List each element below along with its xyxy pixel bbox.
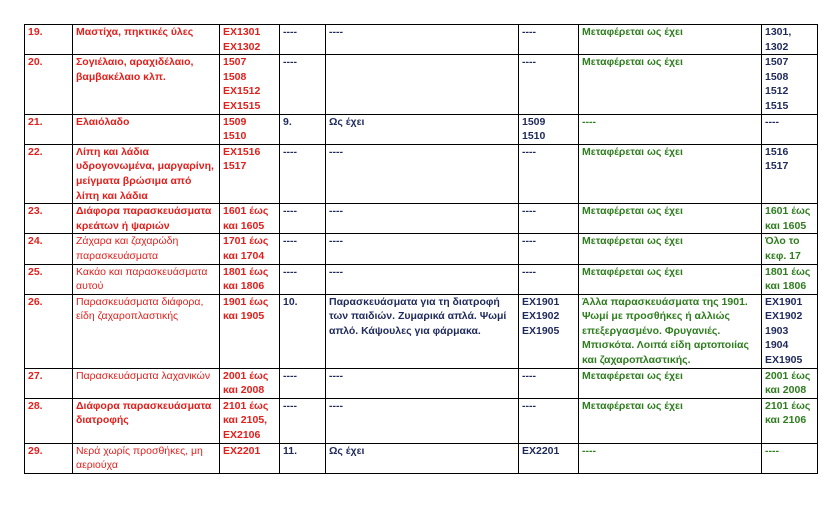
sub-number: ---- xyxy=(280,398,326,443)
tariff-codes: 2001 έως και 2008 xyxy=(220,368,280,398)
sub-number: ---- xyxy=(280,55,326,114)
sub-description: Παρασκευάσματα για τη διατροφή των παιδιών. Ζυμαρικά απλά. Ψωμί απλό. Κάψουλες για φάρμακα. xyxy=(326,294,519,368)
status-text: Μεταφέρεται ως έχει xyxy=(579,234,762,264)
sub-number: ---- xyxy=(280,144,326,203)
final-codes: ---- xyxy=(762,114,818,144)
sub-description: Ως έχει xyxy=(326,443,519,473)
product-description: Κακάο και παρασκευάσματα αυτού xyxy=(73,264,220,294)
status-text: Μεταφέρεται ως έχει xyxy=(579,264,762,294)
tariff-codes: 1509 1510 xyxy=(220,114,280,144)
row-number: 21. xyxy=(25,114,73,144)
sub-codes: ΕΧ1901 ΕΧ1902 ΕΧ1905 xyxy=(519,294,579,368)
status-text: Άλλα παρασκευάσματα της 1901. Ψωμί με προσθήκες ή αλλιώς επεξεργασμένο. Φρυγανιές. Μπισκότα. Λοιπά είδη αρτοποιίας και ζαχαροπλαστικής. xyxy=(579,294,762,368)
tariff-codes: 1801 έως και 1806 xyxy=(220,264,280,294)
sub-codes: ---- xyxy=(519,368,579,398)
sub-number: 10. xyxy=(280,294,326,368)
sub-number: ---- xyxy=(280,264,326,294)
final-codes: 1601 έως και 1605 xyxy=(762,204,818,234)
sub-number: ---- xyxy=(280,204,326,234)
row-number: 20. xyxy=(25,55,73,114)
product-description: Νερά χωρίς προσθήκες, μη αεριούχα xyxy=(73,443,220,473)
table-row xyxy=(25,294,818,368)
sub-codes: ---- xyxy=(519,398,579,443)
product-description: Διάφορα παρασκευάσματα κρεάτων ή ψαριών xyxy=(73,204,220,234)
status-text: ---- xyxy=(579,443,762,473)
status-text: Μεταφέρεται ως έχει xyxy=(579,55,762,114)
product-description: Λίπη και λάδια υδρογονωμένα, μαργαρίνη, μείγματα βρώσιμα από λίπη και λάδια xyxy=(73,144,220,203)
row-number: 27. xyxy=(25,368,73,398)
final-codes: 1507 1508 1512 1515 xyxy=(762,55,818,114)
tariff-codes: 1601 έως και 1605 xyxy=(220,204,280,234)
sub-number: 11. xyxy=(280,443,326,473)
row-number: 19. xyxy=(25,25,73,55)
sub-description: ---- xyxy=(326,144,519,203)
tariff-codes: 1901 έως και 1905 xyxy=(220,294,280,368)
sub-number: ---- xyxy=(280,25,326,55)
row-number: 25. xyxy=(25,264,73,294)
table-row xyxy=(25,204,818,234)
tariff-codes: ΕΧ1301 ΕΧ1302 xyxy=(220,25,280,55)
row-number: 26. xyxy=(25,294,73,368)
product-description: Ελαιόλαδο xyxy=(73,114,220,144)
status-text: ---- xyxy=(579,114,762,144)
sub-description: ---- xyxy=(326,25,519,55)
final-codes: ΕΧ1901 ΕΧ1902 1903 1904 ΕΧ1905 xyxy=(762,294,818,368)
status-text: Μεταφέρεται ως έχει xyxy=(579,144,762,203)
product-description: Παρασκευάσματα λαχανικών xyxy=(73,368,220,398)
table-row xyxy=(25,114,818,144)
sub-description: ---- xyxy=(326,368,519,398)
product-description: Σογιέλαιο, αραχιδέλαιο, βαμβακέλαιο κλπ. xyxy=(73,55,220,114)
table-row xyxy=(25,144,818,203)
sub-codes: ---- xyxy=(519,264,579,294)
product-description: Διάφορα παρασκευάσματα διατροφής xyxy=(73,398,220,443)
table-row xyxy=(25,368,818,398)
sub-codes: ---- xyxy=(519,204,579,234)
table-row xyxy=(25,443,818,473)
sub-description: ---- xyxy=(326,234,519,264)
row-number: 24. xyxy=(25,234,73,264)
row-number: 23. xyxy=(25,204,73,234)
product-description: Παρασκευάσματα διάφορα, είδη ζαχαροπλαστικής xyxy=(73,294,220,368)
table-row xyxy=(25,234,818,264)
tariff-codes: 1507 1508 ΕΧ1512 ΕΧ1515 xyxy=(220,55,280,114)
final-codes: 2001 έως και 2008 xyxy=(762,368,818,398)
product-description: Μαστίχα, πηκτικές ύλες xyxy=(73,25,220,55)
document-page xyxy=(24,24,817,474)
row-number: 22. xyxy=(25,144,73,203)
sub-codes: ---- xyxy=(519,25,579,55)
sub-description xyxy=(326,55,519,114)
final-codes: 2101 έως και 2106 xyxy=(762,398,818,443)
sub-number: ---- xyxy=(280,234,326,264)
status-text: Μεταφέρεται ως έχει xyxy=(579,398,762,443)
sub-codes: ---- xyxy=(519,144,579,203)
table-row xyxy=(25,264,818,294)
table-row xyxy=(25,25,818,55)
row-number: 29. xyxy=(25,443,73,473)
sub-codes: 1509 1510 xyxy=(519,114,579,144)
status-text: Μεταφέρεται ως έχει xyxy=(579,368,762,398)
sub-description: ---- xyxy=(326,398,519,443)
table-row xyxy=(25,55,818,114)
final-codes: 1801 έως και 1806 xyxy=(762,264,818,294)
row-number: 28. xyxy=(25,398,73,443)
final-codes: 1516 1517 xyxy=(762,144,818,203)
sub-description: Ως έχει xyxy=(326,114,519,144)
sub-description: ---- xyxy=(326,264,519,294)
sub-description: ---- xyxy=(326,204,519,234)
tariff-codes: 1701 έως και 1704 xyxy=(220,234,280,264)
final-codes: ---- xyxy=(762,443,818,473)
tariff-codes: ΕΧ1516 1517 xyxy=(220,144,280,203)
final-codes: 1301, 1302 xyxy=(762,25,818,55)
final-codes: Όλο το κεφ. 17 xyxy=(762,234,818,264)
status-text: Μεταφέρεται ως έχει xyxy=(579,25,762,55)
sub-codes: ΕΧ2201 xyxy=(519,443,579,473)
tariff-codes: ΕΧ2201 xyxy=(220,443,280,473)
sub-number: 9. xyxy=(280,114,326,144)
table-row xyxy=(25,398,818,443)
sub-codes: ---- xyxy=(519,55,579,114)
tariff-codes: 2101 έως και 2105, ΕΧ2106 xyxy=(220,398,280,443)
tariff-table xyxy=(24,24,818,474)
status-text: Μεταφέρεται ως έχει xyxy=(579,204,762,234)
sub-codes: ---- xyxy=(519,234,579,264)
sub-number: ---- xyxy=(280,368,326,398)
product-description: Ζάχαρα και ζαχαρώδη παρασκευάσματα xyxy=(73,234,220,264)
